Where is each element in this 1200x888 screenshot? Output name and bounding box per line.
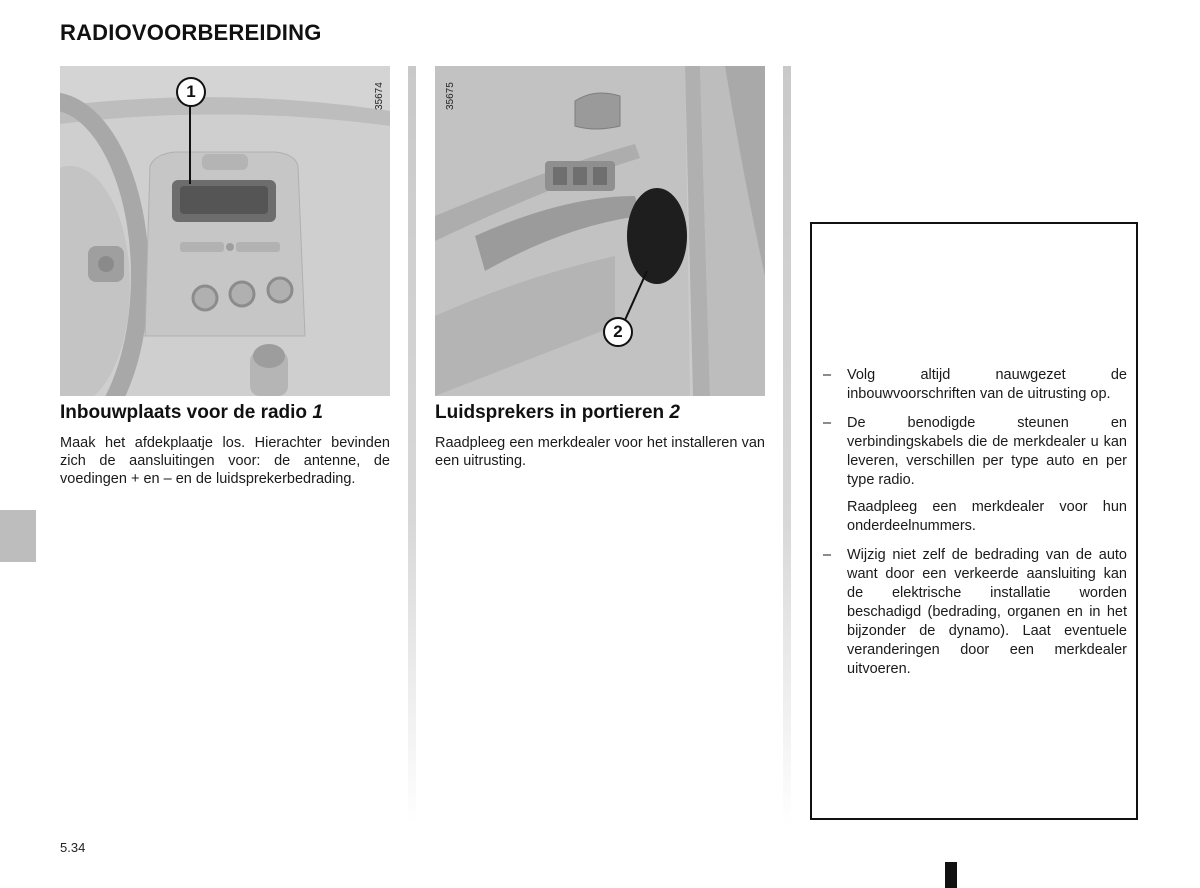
note-text: Volg altijd nauwgezet de inbouwvoorschriften van de uitrusting op. [847, 367, 1127, 402]
figure-number: 35674 [374, 82, 385, 110]
callout-2: 2 [603, 317, 633, 347]
note-text: Wijzig niet zelf de bedrading van de auto want door een verkeerde aansluiting kan de elektrische installatie worden beschadigd (bedrading, organen en in het bijzonder de dynamo). Laat eventuele veranderingen door een merkdealer uitvoeren. [847, 547, 1127, 677]
radio-location-text: Maak het afdekplaatje los. Hierachter bevinden zich de aansluitingen voor: de antenne, de voedingen + en – en de luidsprekerbedrading. [60, 435, 390, 487]
heading-radio-location [60, 402, 323, 424]
page-edge-mark [945, 862, 957, 888]
figure-number: 35675 [445, 82, 456, 110]
dash: – [823, 367, 832, 383]
note-item [823, 546, 1127, 679]
chapter-tab [0, 510, 36, 562]
page-number: 5.34 [60, 840, 86, 855]
column-separator-right [783, 66, 791, 826]
column-separator-left [408, 66, 416, 826]
dash: – [823, 547, 832, 563]
note-item [823, 366, 1127, 404]
door-speaker-illustration [435, 66, 765, 396]
door-drawing [435, 66, 765, 396]
dashboard-radio-illustration [60, 66, 390, 396]
door-speakers-text: Raadpleeg een merkdealer voor het installeren van een uitrusting. [435, 435, 765, 469]
note-list [823, 366, 1127, 689]
callout-1: 1 [176, 77, 206, 107]
note-item [823, 414, 1127, 490]
heading-speakers-text: Luidsprekers in portieren [435, 402, 670, 423]
note-text: De benodigde steunen en verbindingskabels die de merkdealer u kan leveren, verschillen per type auto en per type radio. [847, 415, 1127, 488]
dashboard-drawing [60, 66, 390, 396]
heading-radio-text: Inbouwplaats voor de radio [60, 402, 313, 423]
heading-radio-ref: 1 [312, 402, 323, 423]
note-subparagraph: Raadpleeg een merkdealer voor hun onderdeelnummers. [847, 499, 1127, 534]
dash: – [823, 415, 832, 431]
heading-door-speakers [435, 402, 680, 424]
page-title: RADIOVOORBEREIDING [60, 20, 322, 45]
heading-speakers-ref: 2 [669, 402, 680, 423]
